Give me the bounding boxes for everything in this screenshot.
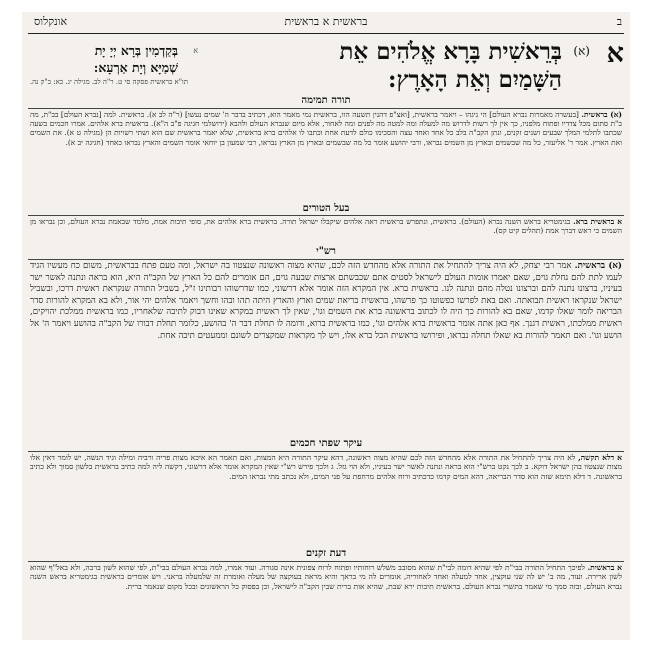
torah-temimah-rule bbox=[28, 108, 624, 109]
ikar-sifsei-chachamim-rule bbox=[28, 451, 624, 452]
daas-zekeinim-rule bbox=[28, 561, 624, 562]
ikar-sifsei-chachamim-title-text: עיקר שפתי חכמים bbox=[282, 438, 370, 449]
rashi-lead: (א) בראשית. bbox=[574, 261, 622, 271]
running-title: בראשית א בראשית bbox=[284, 15, 368, 28]
daas-zekeinim-title bbox=[22, 548, 630, 559]
rashi-text bbox=[30, 261, 622, 435]
ikar-sifsei-chachamim-body: לא היה צריך להתחיל את התורה אלא מהחדש הזה לכם שהיא מצוה ראשונה, דהא עיקר התורה היא המצות, ואם תאמר הא איכא מצות פריה ורביה ומילה וגיד הנשה, יש לומר דאין אלו מצות שנצטוו בהן ישראל דוקא. ב לכך נקט ברש"י הוא בראה ונתנה לאשר ישר בעיניו, ולא הוי גזל. ג ולכך פירש רש"י שאין המקרא אומר אלא דרשוני, דקשה ליה למה כתיב בראשית בלשון סמוך ולא כתיב בראשונה. ד דלא תימא שזה הוא סדר הבריאה, דהא המים קדמו כדכתיב ורוח אלהים מרחפת על פני המים, ולא נכתב מתי נבראו המים. bbox=[30, 453, 622, 481]
baal-haturim-title-text: בעל הטורים bbox=[295, 203, 358, 214]
running-header bbox=[28, 15, 624, 33]
torah-temimah-title-text: תורה תמימה bbox=[293, 95, 358, 106]
daas-zekeinim-body: לפיכך התחיל התורה בבי"ת לפי שהיא דומה לבי"ת שהוא מסובב משלש רוחותיו ופתוח לרוח צפונית אינה סגורה. ועוד אמרו, למה נברא העולם בבי"ת, לפי שהוא לשון ברכה, ולא באל"ף שהוא לשון ארירה. ועוד, מה ב' יש לה שני עוקצין, אחד למעלה ואחד לאחוריה, אומרים לה מי בראך והיא מראה בעוקצה של מעלה ואומרת זה שלמעלה בראני. ויש אומרים בראשית בגימטריא בראש השנה נברא העולם, ובזה סמך מי שאמר בתשרי נברא העולם. בראשית תיבות ירא שבת, שהיא אות ברית שבין הקב"ה לישראל, וכן בפסוק כל הראשונים ובכל מקום שנאמר ברית. bbox=[30, 563, 622, 591]
baal-haturim-text bbox=[30, 217, 622, 243]
ikar-sifsei-chachamim-lead: א דלא תקשה, bbox=[578, 453, 622, 462]
chapter-letter: א bbox=[606, 38, 624, 69]
verse-line-2: הַשָּׁמַיִם וְאֵת הָאָרֶץ: bbox=[388, 66, 562, 93]
onkelos-line-2: שְׁמַיָּא וְיָת אַרְעָא: bbox=[93, 60, 178, 75]
daas-zekeinim-lead: א בראשית. bbox=[587, 563, 622, 572]
torah-temimah-text bbox=[30, 110, 622, 200]
rashi-title bbox=[22, 246, 630, 257]
rashi-rule bbox=[28, 259, 624, 260]
onkelos-translation bbox=[28, 42, 178, 76]
page-number: ב bbox=[616, 15, 622, 28]
verse-line-1: בְּרֵאשִׁית בָּרָא אֱלֹהִים אֵת bbox=[339, 38, 562, 65]
rashi-body: אמר רבי יצחק, לא היה צריך להתחיל את התורה אלא מהחדש הזה לכם, שהיא מצוה ראשונה שנצטוו בה ישראל, ומה טעם פתח בבראשית, משום כח מעשיו הגיד לעמו לתת להם נחלת גוים, שאם יאמרו אומות העולם לישראל לסטים אתם שכבשתם ארצות שבעה גוים, הם אומרים להם כל הארץ של הקב"ה היא, הוא בראה ונתנה לאשר ישר בעיניו, ברצונו נתנה להם וברצונו נטלה מהם ונתנה לנו. בראשית ברא. אין המקרא הזה אומר אלא דרשוני, כמו שדרשוהו רבותינו ז"ל, בשביל התורה שנקראת ראשית דרכו, ובשביל ישראל שנקראו ראשית תבואתה. ואם באת לפרשו כפשוטו כך פרשהו, בראשית בריאת שמים וארץ והארץ היתה תהו ובהו וחשך ויאמר אלהים יהי אור, ולא בא המקרא להורות סדר הבריאה לומר שאלו קדמו, שאם בא להורות כך היה לו לכתוב בראשונה ברא את השמים וגו', שאין לך ראשית במקרא שאינו דבוק לתיבה שלאחריו, כמו בראשית ממלכת יהויקים, ראשית ממלכתו, ראשית דגנך. אף כאן אתה אומר בראשית ברא אלהים וגו', כמו בראשית ברוא, ודומה לו תחלת דבר ה' בהושע, כלומר תחלת דבורו של הקב"ה בהושע ויאמר ה' אל הושע וגו'. ואם תאמר להורות בא שאלו תחלה נבראו, ופירושו בראשית הכל ברא אלו, ויש לך מקראות שמקצרים לשונם וממעטים תיבה אחת. bbox=[30, 261, 622, 341]
torah-temimah-title bbox=[22, 95, 630, 106]
baal-haturim-rule bbox=[28, 215, 624, 216]
verse-small-mark: א bbox=[193, 46, 198, 55]
baal-haturim-title bbox=[22, 203, 630, 214]
main-verse bbox=[196, 38, 624, 93]
rashi-title-text: רש"י bbox=[308, 246, 344, 257]
daas-zekeinim-title-text: דעת זקנים bbox=[298, 548, 354, 559]
onkelos-line-1: בְּקַדְמִין בְּרָא יְיָ יָת bbox=[94, 43, 178, 58]
daas-zekeinim-text bbox=[30, 563, 622, 639]
page bbox=[22, 12, 630, 640]
ikar-sifsei-chachamim-title bbox=[22, 438, 630, 449]
torah-temimah-body: [בעשרה מאמרות נברא העולם] הי ניגהו – ויאמר בראשית, [ואצ"פ דהנין תשעה הוו, בראשית נמי מאמר הוא, דכתיב בדבר ה' שמים נעשו] (ר"ה לב א). בראשית. למה [נברא העולם] בב"ת, מה ב"ת סתום מכל צדדיו ופתוח מלפניו, כך אין לך רשות לדרוש מה למעלה ומה למטה מה לפנים ומה לאחור, אלא מיום שנברא העולם ולהבא (ירושלמי חגיגה פ"ב ה"א). בראשית ברא אלהים. אמרו חכמים בשעה שכתבו לתלמי המלך שבעים ושנים זקנים, ונתן הקב"ה בלב כל אחד ואחד עצה והסכימו כולם לדעת אחת וכתבו לו אלהים ברא בראשית, שלא יאמר בראשית שם הוא ושתי רשויות הן (מגילה ט א). את השמים ואת הארץ. אמר ר' אליעזר, כל מה שבשמים ובארץ מן השמים נבראו, ורבי יהושע אומר כל מה שבשמים ובארץ מן הארץ נבראו, רבי שמעון בן יוחאי אומר השמים והארץ נבראו כאחד (חגיגה יב א). bbox=[30, 110, 622, 147]
baal-haturim-body: בגימטריא בראש השנה נברא (העולם). בראשית, ונתפרש בראשית ראה אלהים שיקבלו ישראל תורה. בראשית ברא אלהים את, סופי תיבות אמת, מלמד שבאמת נברא העולם, וכן נבראו מן השמים כי ראש דברך אמת (תהלים קיט קס). bbox=[30, 217, 622, 236]
onkelos-source-note: תו"א בראשית פסקה סי ט. ר"ה לב. מגילה יג. כא: ב"ק נה. bbox=[29, 78, 188, 86]
ikar-sifsei-chachamim-text bbox=[30, 453, 622, 543]
header-rule bbox=[28, 33, 624, 34]
baal-haturim-lead: א בראשית ברא. bbox=[573, 217, 622, 226]
onkelos-label: אונקלוס bbox=[34, 15, 68, 28]
verse-number: (א) bbox=[573, 44, 590, 58]
torah-temimah-lead: (א) בראשית. bbox=[581, 110, 622, 119]
